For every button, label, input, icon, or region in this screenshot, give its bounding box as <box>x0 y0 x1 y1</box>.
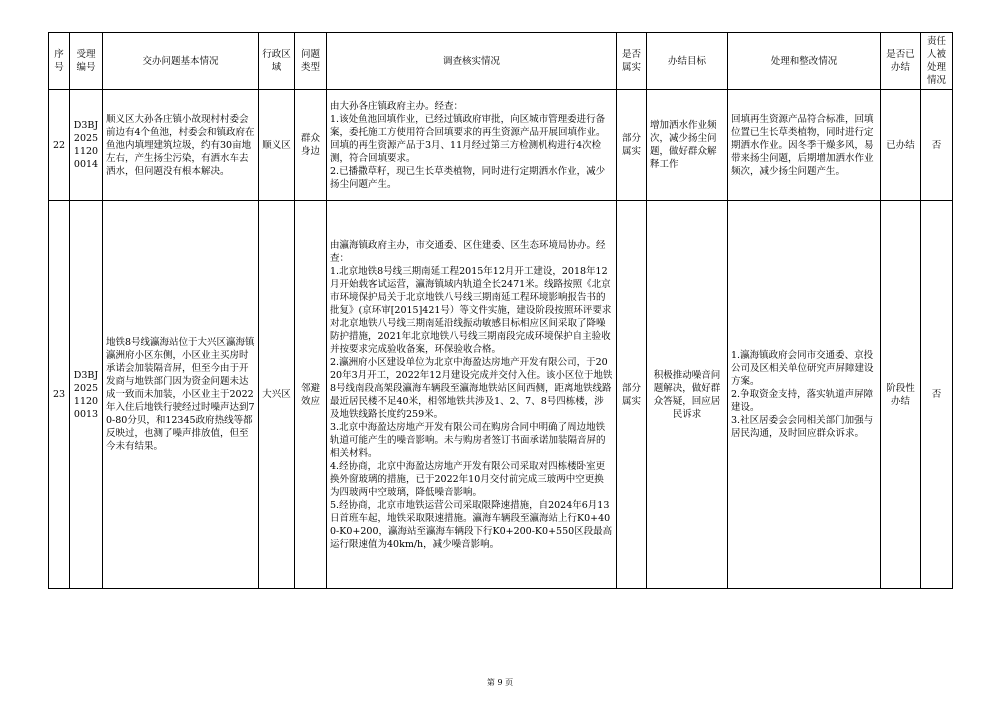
investigation-paragraph: 5.经协商，北京市地铁运营公司采取限降速措施，自2024年6月13日首班车起，地铁采取限速措施。瀛海车辆段至瀛海站上行K0+400-K0+200，瀛海站至瀛海车辆段下行K0+200-K0+550区段最高运行限速值为40km/h，减少噪音影响。 <box>330 499 613 550</box>
col-header-district: 行政区域 <box>259 33 295 90</box>
cell-type: 群众身边 <box>295 90 327 201</box>
cell-seq: 22 <box>49 90 70 201</box>
cell-type: 邻避效应 <box>295 201 327 589</box>
col-header-case-no: 受理编号 <box>70 33 103 90</box>
investigation-paragraph: 2.瀛洲府小区建设单位为北京中海盈达房地产开发有限公司，于2020年3月开工，2022年12月建设完成并交付入住。该小区位于地铁8号线南段高架段瀛海车辆段至瀛海地铁站区间西侧，距离地铁线路最近居民楼不足40米，相邻地铁共涉及1、2、7、8号四栋楼，涉及地铁线路长度约259米。 <box>330 356 613 420</box>
cell-verified: 部分属实 <box>617 90 647 201</box>
cell-district: 大兴区 <box>259 201 295 589</box>
cell-verified: 部分属实 <box>617 201 647 589</box>
cell-case-no: D3BJ202511200013 <box>70 201 103 589</box>
header-row <box>49 33 953 90</box>
cell-closed: 已办结 <box>881 90 921 201</box>
col-header-type: 问题类型 <box>295 33 327 90</box>
rectification-paragraph: 回填再生资源产品符合标准，回填位置已生长草类植物，同时进行定期洒水作业。因冬季干燥多风，易带来扬尘问题，后期增加洒水作业频次，减少扬尘问题产生。 <box>731 113 874 177</box>
rectification-paragraph: 2.争取资金支持，落实轨道声屏障建设。 <box>731 389 874 413</box>
cell-rectification <box>728 90 881 201</box>
col-header-goal: 办结目标 <box>647 33 728 90</box>
col-header-closed: 是否已办结 <box>881 33 921 90</box>
table-row <box>49 201 953 589</box>
col-header-accountability: 责任人被处理情况 <box>921 33 953 90</box>
col-header-issue: 交办问题基本情况 <box>103 33 259 90</box>
rectification-paragraph: 1.瀛海镇政府会同市交通委、京投公司及区相关单位研究声屏障建设方案。 <box>731 350 874 387</box>
table-row <box>49 90 953 201</box>
cell-goal: 积极推动噪音问题解决，做好群众答疑，回应居民诉求 <box>647 201 728 589</box>
cell-goal: 增加洒水作业频次，减少扬尘问题，做好群众解释工作 <box>647 90 728 201</box>
col-header-rectification: 处理和整改情况 <box>728 33 881 90</box>
col-header-investigation: 调查核实情况 <box>327 33 617 90</box>
cell-investigation <box>327 90 617 201</box>
cell-closed: 阶段性办结 <box>881 201 921 589</box>
complaint-table <box>48 32 953 589</box>
cell-issue: 顺义区大孙各庄镇小故现村村委会前边有4个鱼池，村委会和镇政府在鱼池内填埋建筑垃圾，约有30亩地左右，产生扬尘污染，有洒水车去洒水，但问题没有根本解决。 <box>103 90 259 201</box>
cell-case-no: D3BJ202511200014 <box>70 90 103 201</box>
cell-accountability: 否 <box>921 90 953 201</box>
investigation-paragraph: 2.已播撒草籽，现已生长草类植物，同时进行定期洒水作业，减少扬尘问题产生。 <box>330 165 606 190</box>
cell-issue: 地铁8号线瀛海站位于大兴区瀛海镇瀛洲府小区东侧，小区业主买房时承诺会加装隔音屏，但至今由于开发商与地铁部门因为资金问题未达成一致而未加装，小区业主于2022年入住后地铁行驶经过时噪声达到70-80分贝，和12345政府热线等都反映过，也测了噪声排放值，但至今未有结果。 <box>103 201 259 589</box>
cell-investigation <box>327 201 617 589</box>
col-header-verified: 是否属实 <box>617 33 647 90</box>
cell-rectification <box>728 201 881 589</box>
page-number: 第 9 页 <box>486 678 514 687</box>
col-header-seq: 序号 <box>49 33 70 90</box>
investigation-paragraph: 1.该处鱼池回填作业，已经过镇政府审批，向区城市管理委进行备案，委托施工方使用符合回填要求的再生资源产品开展回填作业。回填的再生资源产品于3月、11月经过第三方检测机构进行4次检测，符合回填要求。 <box>330 113 606 164</box>
investigation-paragraph: 由大孙各庄镇政府主办。经查： <box>330 100 464 112</box>
cell-district: 顺义区 <box>259 90 295 201</box>
cell-accountability: 否 <box>921 201 953 589</box>
investigation-paragraph: 4.经协商，北京中海盈达房地产开发有限公司采取对四栋楼卧室更换外窗玻璃的措施，已于2022年10月交付前完成三玻两中空更换为四玻两中空玻璃，降低噪音影响。 <box>330 460 606 498</box>
rectification-paragraph: 3.社区居委会会同相关部门加强与居民沟通，及时回应群众诉求。 <box>731 415 874 439</box>
investigation-paragraph: 3.北京中海盈达房地产开发有限公司在购房合同中明确了周边地铁轨道可能产生的噪音影响。未与购房者签订书面承诺加装隔音屏的相关材料。 <box>330 421 606 459</box>
investigation-paragraph: 1.北京地铁8号线三期南延工程2015年12月开工建设，2018年12月开始载客试运营，瀛海镇域内轨道全长2471米。线路按照《北京市环境保护局关于北京地铁八号线三期南延工程环境影响报告书的批复》(京环审[2015]421号）等文件实施，建设阶段按照环评要求对北京地铁八号线三期南延沿线振动敏感目标相应区间采取了降噪防护措施，2021年北京地铁八号线三期南段完成环境保护自主验收并按要求完成验收备案，环保验收合格。 <box>330 265 612 355</box>
cell-seq: 23 <box>49 201 70 589</box>
investigation-paragraph: 由瀛海镇政府主办，市交通委、区住建委、区生态环境局协办。经查： <box>330 239 606 264</box>
